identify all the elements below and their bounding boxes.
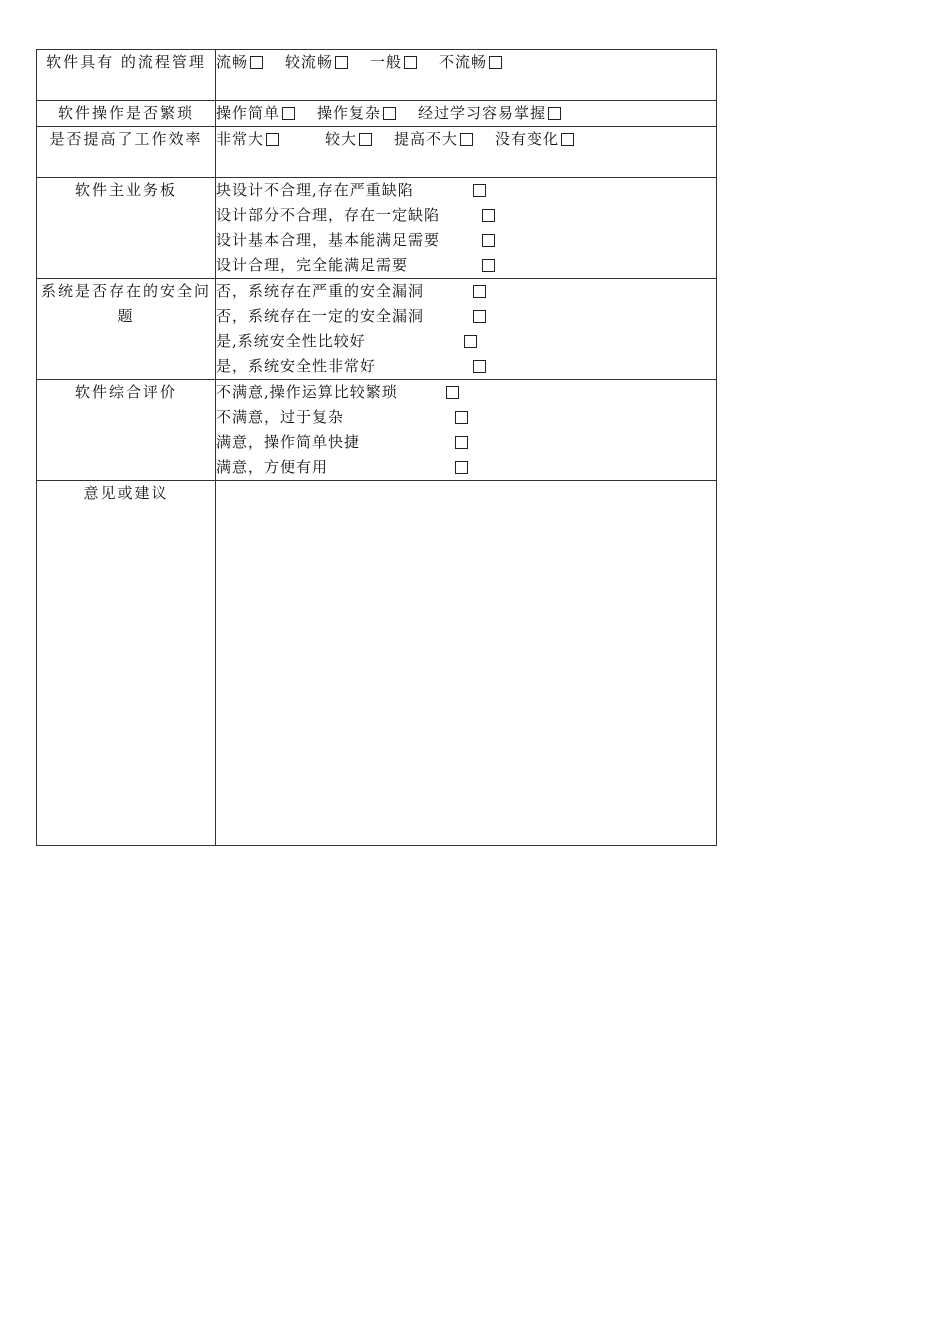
checkbox[interactable]: [548, 107, 561, 120]
option-sec-very-good[interactable]: 是，系统安全性非常好: [216, 354, 486, 379]
answer-operation: [216, 101, 717, 127]
row-overall: [37, 380, 717, 481]
option-sec-some[interactable]: 否，系统存在一定的安全漏洞: [216, 304, 486, 329]
option-overall-useful[interactable]: 满意，方便有用: [216, 455, 468, 480]
option-module-full[interactable]: 设计合理，完全能满足需要: [216, 253, 495, 278]
checkbox[interactable]: [473, 310, 486, 323]
option-flow-average[interactable]: 一般: [370, 50, 417, 75]
option-module-basic[interactable]: 设计基本合理，基本能满足需要: [216, 228, 495, 253]
option-eff-none[interactable]: 没有变化: [495, 127, 574, 152]
question-suggestions: 意见或建议: [37, 481, 216, 846]
row-security: [37, 279, 717, 380]
checkbox[interactable]: [455, 411, 468, 424]
checkbox[interactable]: [455, 436, 468, 449]
question-flow: 软件具有 的流程管理: [37, 50, 216, 101]
checkbox[interactable]: [482, 209, 495, 222]
option-module-partial[interactable]: 设计部分不合理，存在一定缺陷: [216, 203, 495, 228]
row-efficiency: [37, 127, 717, 178]
checkbox[interactable]: [482, 234, 495, 247]
row-flow: [37, 50, 717, 101]
question-security: 系统是否存在的安全问题: [37, 279, 216, 380]
checkbox[interactable]: [383, 107, 396, 120]
checkbox[interactable]: [446, 386, 459, 399]
question-overall: 软件综合评价: [37, 380, 216, 481]
checkbox[interactable]: [250, 56, 263, 69]
option-overall-cumbersome[interactable]: 不满意,操作运算比较繁琐: [216, 380, 459, 405]
option-eff-large[interactable]: 较大: [325, 127, 372, 152]
checkbox[interactable]: [473, 184, 486, 197]
answer-efficiency: [216, 127, 717, 178]
checkbox[interactable]: [404, 56, 417, 69]
suggestions-area[interactable]: [216, 481, 717, 846]
checkbox[interactable]: [359, 133, 372, 146]
survey-table: [36, 49, 717, 846]
checkbox[interactable]: [455, 461, 468, 474]
row-module: [37, 178, 717, 279]
answer-overall: [216, 380, 717, 481]
option-module-severe[interactable]: 块设计不合理,存在严重缺陷: [216, 178, 486, 203]
option-sec-good[interactable]: 是,系统安全性比较好: [216, 329, 477, 354]
checkbox[interactable]: [464, 335, 477, 348]
checkbox[interactable]: [489, 56, 502, 69]
option-overall-complex[interactable]: 不满意，过于复杂: [216, 405, 468, 430]
option-flow-not-smooth[interactable]: 不流畅: [439, 50, 502, 75]
question-efficiency: 是否提高了工作效率: [37, 127, 216, 178]
option-flow-smooth[interactable]: 流畅: [216, 50, 263, 75]
checkbox[interactable]: [282, 107, 295, 120]
option-eff-little[interactable]: 提高不大: [394, 127, 473, 152]
option-op-learnable[interactable]: 经过学习容易掌握: [418, 101, 561, 126]
option-flow-fairly-smooth[interactable]: 较流畅: [285, 50, 348, 75]
checkbox[interactable]: [335, 56, 348, 69]
question-module: 软件主业务板: [37, 178, 216, 279]
option-overall-simple[interactable]: 满意，操作简单快捷: [216, 430, 468, 455]
option-eff-very-large[interactable]: 非常大: [216, 127, 279, 152]
row-operation: [37, 101, 717, 127]
row-suggestions: [37, 481, 717, 846]
checkbox[interactable]: [266, 133, 279, 146]
answer-security: [216, 279, 717, 380]
option-op-simple[interactable]: 操作简单: [216, 101, 295, 126]
answer-module: [216, 178, 717, 279]
checkbox[interactable]: [473, 285, 486, 298]
checkbox[interactable]: [482, 259, 495, 272]
checkbox[interactable]: [460, 133, 473, 146]
question-operation: 软件操作是否繁琐: [37, 101, 216, 127]
answer-flow: [216, 50, 717, 101]
checkbox[interactable]: [561, 133, 574, 146]
option-op-complex[interactable]: 操作复杂: [317, 101, 396, 126]
option-sec-severe[interactable]: 否，系统存在严重的安全漏洞: [216, 279, 486, 304]
checkbox[interactable]: [473, 360, 486, 373]
